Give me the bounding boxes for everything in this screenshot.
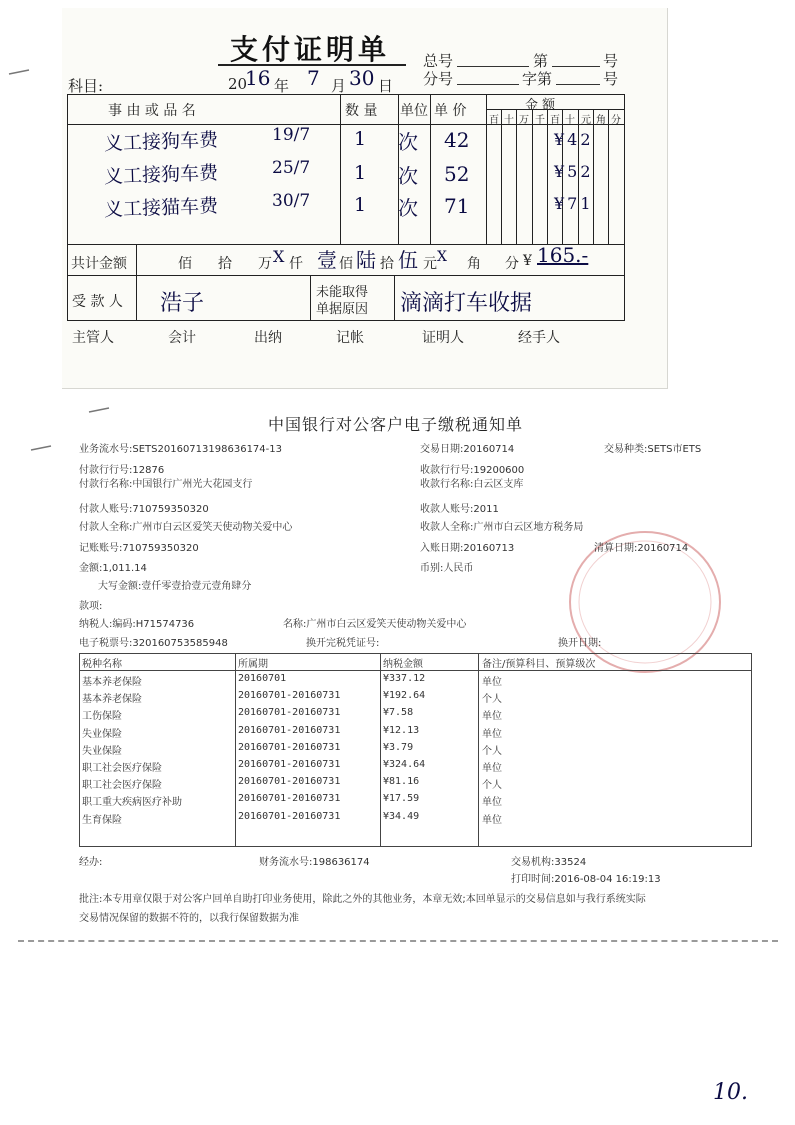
total-label: 共计金额 [71, 256, 127, 272]
total-unit-shi: 拾 [218, 256, 232, 272]
period-cell: 20160701-20160731 [238, 776, 341, 788]
remark-cell: 个人 [482, 694, 502, 706]
remark-cell: 单位 [482, 677, 502, 688]
amount-in-words: 大写金额:壹仟零壹拾壹元壹角肆分 [98, 581, 252, 592]
finance-serial: 财务流水号:198636174 [259, 857, 370, 868]
disclaimer-line-2: 交易情况保留的数据不符的，以我行保留数据为准 [79, 913, 299, 924]
zi-di-label: 字第 [522, 70, 553, 88]
period-cell: 20160701-20160731 [238, 690, 341, 702]
serial-no: 业务流水号:SETS20160713198636174-13 [79, 444, 282, 455]
no-receipt-label-1: 未能取得 [316, 285, 369, 300]
total-yuan-digit: 伍 [398, 248, 418, 272]
payer-account: 付款人账号:710759350320 [79, 504, 209, 515]
payer-bank-no: 付款行行号:12876 [79, 465, 165, 476]
payer-bank-name: 付款行名称:中国银行广州光大花园支行 [79, 479, 253, 490]
payer-name: 付款人全称:广州市白云区爱笑天使动物关爱中心 [79, 522, 293, 533]
sig-witness: 证明人 [422, 330, 464, 346]
payee-label: 受 款 人 [72, 294, 123, 310]
tax-amount-cell: ¥81.16 [383, 776, 420, 788]
period-cell: 20160701-20160731 [238, 741, 341, 753]
item-3-date: 30/7 [272, 191, 311, 211]
total-shi-digit: 陆 [356, 248, 376, 272]
tax-amount-cell: ¥324.64 [383, 759, 426, 770]
di-label: 第 [533, 52, 549, 70]
sig-supervisor: 主管人 [72, 330, 114, 346]
tax-type-cell: 基本养老保险 [82, 677, 142, 688]
tax-amount-cell: ¥7.58 [383, 707, 414, 719]
item-2-unit: 次 [398, 164, 418, 188]
tax-amount-cell: ¥34.49 [383, 810, 420, 822]
zi-di-line [556, 84, 600, 85]
total-unit-yuan: 元 [423, 256, 437, 272]
total-unit-qian: 仟 [289, 256, 303, 272]
total-unit-jiao: 角 [467, 256, 481, 272]
hao-label-2: 号 [603, 70, 619, 88]
item-1-unit: 次 [398, 130, 418, 154]
total-unit-shi-2: 拾 [380, 256, 394, 272]
digit-bai-2: 百 [550, 115, 560, 126]
digit-bai: 百 [489, 115, 499, 126]
staple-mark [88, 398, 110, 404]
item-1-name: 义工接狗车费 [103, 129, 219, 155]
tax-type-cell: 职工社会医疗保险 [82, 763, 162, 774]
disclaimer-line-1: 批注:本专用章仅限于对公客户回单自助打印业务使用，除此之外的其他业务，本章无效;本回单显示的交易信息如与我行系统实际 [79, 894, 646, 905]
di-line [552, 66, 600, 67]
taxpayer-code: 纳税人:编码:H71574736 [79, 619, 195, 630]
sig-accountant: 会计 [168, 330, 196, 346]
period-cell: 20160701-20160731 [238, 759, 341, 770]
total-jiao-mark: X [437, 249, 447, 265]
trade-org: 交易机构:33524 [511, 857, 587, 868]
remark-cell: 个人 [482, 745, 502, 757]
item-1-amount: ¥42 [554, 130, 594, 149]
date-month-label: 月 [331, 77, 347, 95]
tax-type-cell: 失业保险 [82, 745, 122, 757]
item-3-qty: 1 [354, 194, 367, 216]
sig-bookkeeper: 记帐 [336, 330, 364, 346]
digit-qian: 千 [535, 115, 545, 126]
payee-bank-name: 收款行名称:白云区支库 [420, 479, 524, 490]
total-yen-sign: ¥ [523, 253, 532, 269]
digit-yuan: 元 [581, 115, 591, 126]
table-header-remark: 备注/预算科目、预算级次 [482, 659, 596, 670]
trade-type: 交易种类:SETS市ETS [604, 444, 702, 455]
tax-amount-cell: ¥17.59 [383, 793, 420, 805]
payee-name: 浩子 [160, 291, 205, 316]
exchange-date: 换开日期: [558, 638, 602, 649]
trade-date: 交易日期:20160714 [420, 444, 515, 455]
table-header-tax-type: 税种名称 [82, 659, 122, 670]
digit-fen: 分 [611, 115, 621, 126]
item-2-price: 52 [444, 162, 470, 186]
item-1-date: 19/7 [272, 125, 311, 145]
tax-table-body [79, 653, 750, 845]
tear-line [18, 940, 778, 942]
col-amount-header: 金 额 [525, 98, 556, 113]
date-day-handwritten: 30 [349, 66, 375, 90]
total-qian-mark: X [273, 247, 285, 266]
subject-label: 科目: [68, 77, 104, 95]
date-year-prefix: 20 [228, 75, 248, 93]
date-day-label: 日 [378, 77, 394, 95]
item-3-price: 71 [444, 194, 470, 218]
item-1-price: 42 [444, 128, 470, 152]
purpose: 款项: [79, 601, 103, 612]
col-price-header: 单 价 [434, 103, 467, 119]
period-cell: 20160701 [238, 673, 287, 684]
item-2-name: 义工接狗车费 [103, 162, 219, 188]
item-3-name: 义工接猫车费 [103, 195, 219, 221]
payee-name: 收款人全称:广州市白云区地方税务局 [420, 522, 584, 533]
digit-jiao: 角 [596, 115, 606, 126]
hao-label-1: 号 [603, 52, 619, 70]
item-2-qty: 1 [354, 162, 367, 184]
page-number: 10. [713, 1080, 748, 1105]
item-3-amount: ¥71 [554, 194, 594, 213]
total-no-label: 总号 [423, 52, 454, 70]
tax-type-cell: 失业保险 [82, 728, 122, 740]
col-qty-header: 数 量 [345, 103, 378, 119]
table-header-tax-amount: 纳税金额 [383, 659, 423, 670]
col-item-header: 事 由 或 品 名 [108, 103, 196, 119]
handler-label: 经办: [79, 857, 103, 868]
no-receipt-reason: 滴滴打车收据 [400, 291, 533, 316]
total-bai-digit: 壹 [317, 248, 337, 272]
item-1-qty: 1 [354, 128, 367, 150]
sig-handler: 经手人 [518, 330, 560, 346]
staple-mark [30, 436, 52, 442]
period-cell: 20160701-20160731 [238, 793, 341, 805]
remark-cell: 单位 [482, 728, 502, 740]
branch-no-line [457, 84, 519, 85]
item-3-unit: 次 [398, 196, 418, 220]
notice-title: 中国银行对公客户电子缴税通知单 [268, 415, 524, 434]
entry-date: 入账日期:20160713 [420, 543, 515, 554]
digit-shi: 十 [504, 115, 514, 126]
payee-account: 收款人账号:2011 [420, 504, 499, 515]
period-cell: 20160701-20160731 [238, 724, 341, 736]
clearing-date: 清算日期:20160714 [594, 543, 689, 554]
amount: 金额:1,011.14 [79, 563, 147, 574]
staple-mark [8, 60, 30, 66]
date-month-handwritten: 7 [307, 66, 320, 90]
item-2-amount: ¥52 [554, 162, 594, 181]
total-unit-bai-2: 佰 [339, 256, 353, 272]
digit-wan: 万 [519, 115, 529, 126]
booking-account: 记账账号:710759350320 [79, 543, 199, 554]
no-receipt-label-2: 单据原因 [316, 302, 369, 317]
total-unit-bai: 佰 [178, 256, 192, 272]
date-year-handwritten: 16 [245, 66, 271, 90]
remark-cell: 单位 [482, 814, 502, 826]
taxpayer-name: 名称:广州市白云区爱笑天使动物关爱中心 [283, 619, 467, 630]
total-no-line [457, 66, 529, 67]
branch-no-label: 分号 [423, 70, 454, 88]
tax-amount-cell: ¥3.79 [383, 741, 414, 753]
total-unit-fen: 分 [505, 256, 519, 272]
tax-amount-cell: ¥12.13 [383, 724, 420, 736]
payee-bank-no: 收款行行号:19200600 [420, 465, 525, 476]
tax-type-cell: 基本养老保险 [82, 694, 142, 706]
sig-cashier: 出纳 [254, 330, 282, 346]
col-unit-header: 单位 [400, 103, 428, 119]
remark-cell: 单位 [482, 797, 502, 809]
remark-cell: 个人 [482, 780, 502, 792]
exchange-cert-no: 换开完税凭证号: [306, 638, 380, 649]
currency: 币别:人民币 [420, 563, 474, 574]
period-cell: 20160701-20160731 [238, 707, 341, 719]
total-unit-wan: 万 [258, 256, 272, 272]
date-year-label: 年 [274, 77, 290, 95]
table-header-period: 所属期 [238, 659, 268, 670]
tax-type-cell: 生育保险 [82, 814, 122, 826]
tax-amount-cell: ¥192.64 [383, 690, 426, 702]
item-2-date: 25/7 [272, 158, 311, 178]
tax-type-cell: 工伤保险 [82, 711, 122, 723]
remark-cell: 单位 [482, 711, 502, 723]
slip-title: 支付证明单 [230, 33, 391, 66]
print-time: 打印时间:2016-08-04 16:19:13 [511, 874, 661, 885]
total-amount: 165.- [537, 243, 589, 267]
tax-amount-cell: ¥337.12 [383, 673, 426, 684]
digit-shi-2: 十 [565, 115, 575, 126]
e-ticket-no: 电子税票号:320160753585948 [79, 638, 228, 649]
tax-type-cell: 职工重大疾病医疗补助 [82, 797, 182, 809]
tax-type-cell: 职工社会医疗保险 [82, 780, 162, 792]
remark-cell: 单位 [482, 763, 502, 774]
period-cell: 20160701-20160731 [238, 810, 341, 822]
